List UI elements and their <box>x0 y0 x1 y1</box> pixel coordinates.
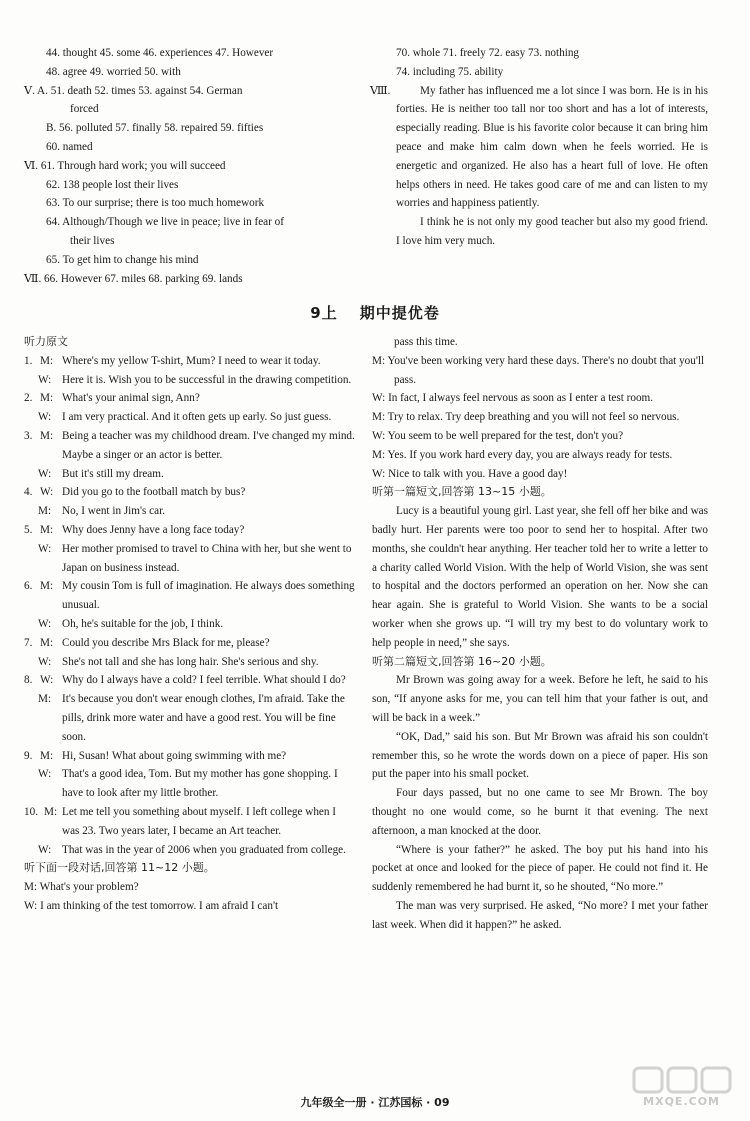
dialogue-line: M: Try to relax. Try deep breathing and you will not feel so nervous. <box>372 411 680 424</box>
dialogue-line: W: But it's still my dream. <box>38 467 164 480</box>
dialogue-line: W: Here it is. Wish you to be successful in the drawing competition. <box>38 373 352 386</box>
dialogue-line: 8. W: Why do I always have a cold? I feel terrible. What should I do? <box>24 674 346 687</box>
passage2-paragraph: “Where is your father?” he asked. The boy put his hand into his pocket at once and looked for the piece of paper. He could not find it. He suddenly remembered he had burnt it, so he shouted, “No more.” <box>372 843 708 894</box>
passage2-heading: 听第二篇短文,回答第 16~20 小题。 <box>372 654 552 668</box>
answer-line: B. 56. polluted 57. finally 58. repaired 59. fifties <box>46 122 264 135</box>
dialogue-line: M: Yes. If you work hard every day, you are always ready for tests. <box>372 448 673 461</box>
dialogue-line: W: I am thinking of the test tomorrow. I am afraid I can't <box>24 899 279 912</box>
passage1-paragraph: Lucy is a beautiful young girl. Last year, she fell off her bike and was badly hurt. Her parents were too poor to send her to hospital. After two months, she couldn't hear anything. Her teacher told her to write a letter to a charity called World Vision. With the help of World Vision, she was sent to hospital and the doctors performed an operation on her. Now she can hear again. She is grateful to World Vision. She wants to be a social worker when she grows up. “I will try my best to do voluntary work to help people in need,” she says. <box>372 505 708 649</box>
answer-line: Ⅵ. 61. Through hard work; you will succeed <box>24 159 226 172</box>
answer-line: 44. thought 45. some 46. experiences 47. However <box>46 47 274 59</box>
dialogue-line: W: Nice to talk with you. Have a good day! <box>372 467 568 480</box>
dialogue-line: 10. M: Let me tell you something about myself. I left college when I was 23. Two years later, I became an Art teacher. <box>24 805 337 837</box>
answer-line: 64. Although/Though we live in peace; live in fear of <box>46 216 284 229</box>
dialogue-line: M: What's your problem? <box>24 881 139 894</box>
answer-line: Ⅶ. 66. However 67. miles 68. parking 69. lands <box>24 272 243 285</box>
dialogue-line: W: Her mother promised to travel to China with her, but she went to Japan on business instead. <box>38 542 352 574</box>
dialogue-line: 3. M: Being a teacher was my childhood dream. I've changed my mind. Maybe a singer or an actor is better. <box>24 429 355 461</box>
section-title <box>0 304 750 323</box>
section-name: 期中提优卷 <box>359 304 440 322</box>
dialogue-line: W: In fact, I always feel nervous as soon as I enter a test room. <box>372 392 654 405</box>
page-footer: 九年级全一册 · 江苏国标 · 09 <box>300 1096 450 1109</box>
passage2-paragraph: Mr Brown was going away for a week. Before he left, he said to his son, “If anyone asks for me, you can tell him that your father is out, and will be back in a week.” <box>372 674 708 724</box>
answer-line: 65. To get him to change his mind <box>46 253 199 266</box>
essay-paragraph: I think he is not only my good teacher but also my good friend. I love him very much. <box>396 216 708 247</box>
dialogue-line: 6. M: My cousin Tom is full of imagination. He always does something unusual. <box>24 580 355 612</box>
long-dialogue <box>372 352 708 484</box>
section-marker: Ⅷ. <box>370 84 391 97</box>
dialogue-line: W: Oh, he's suitable for the job, I think. <box>38 617 224 630</box>
passage2-paragraph: The man was very surprised. He asked, “No more? I met your father last week. When did it happen?” he asked. <box>372 899 708 931</box>
answer-line: their lives <box>70 234 115 247</box>
passage2-paragraph: Four days passed, but no one came to see Mr Brown. The boy thought no one would come, so he burnt it that evening. The next afternoon, a man knocked at the door. <box>372 787 708 837</box>
watermark-text: MXQE.COM <box>643 1095 720 1109</box>
passage2-paragraph: “OK, Dad,” said his son. But Mr Brown was afraid his son couldn't remember this, so he wrote the words down on a piece of paper. His son put the paper into his small pocket. <box>372 730 708 781</box>
dialogue-line: 4. W: Did you go to the football match by bus? <box>24 486 246 499</box>
dialogue-line: W: You seem to be well prepared for the test, don't you? <box>372 429 624 442</box>
part2-heading: 听下面一段对话,回答第 11~12 小题。 <box>24 861 215 875</box>
watermark-logo <box>630 1064 734 1114</box>
essay <box>370 82 708 251</box>
answer-line: 70. whole 71. freely 72. easy 73. nothing <box>396 47 580 59</box>
dialogue-line: 9. M: Hi, Susan! What about going swimming with me? <box>24 749 287 762</box>
answer-line: forced <box>70 103 99 116</box>
dialogue-line: 5. M: Why does Jenny have a long face today? <box>24 523 245 536</box>
answer-line: 62. 138 people lost their lives <box>46 178 179 191</box>
section-number: 9上 <box>310 304 338 322</box>
dialogue-continuation: pass this time. <box>394 336 458 348</box>
essay-paragraph: My father has influenced me a lot since I was born. He is in his forties. He is neither too tall nor too short and has a lot of interests, especially reading. Blue is his favorite color because it can bring him peace and make him calm down when he feels worried. He is energetic and organized. He also has a heart full of love. He often helps others in need. He takes good care of me and can listen to my worries and happiness patiently. <box>396 84 708 210</box>
answer-line: 48. agree 49. worried 50. with <box>46 65 181 78</box>
answer-line: Ⅴ. A. 51. death 52. times 53. against 54. German <box>24 84 243 97</box>
dialogue-list <box>24 352 356 860</box>
dialogue-line: 7. M: Could you describe Mrs Black for me, please? <box>24 636 270 649</box>
passage1-heading: 听第一篇短文,回答第 13~15 小题。 <box>372 485 552 499</box>
answer-key-right <box>370 44 708 251</box>
dialogue-line: M: No, I went in Jim's car. <box>38 505 165 518</box>
dialogue-line: M: It's because you don't wear enough clothes, I'm afraid. Take the pills, drink more water and have a good rest. You will be fine soon. <box>38 693 345 743</box>
dialogue-line: 2. M: What's your animal sign, Ann? <box>24 392 200 405</box>
dialogue-line: 1. M: Where's my yellow T-shirt, Mum? I need to wear it today. <box>24 354 321 367</box>
dialogue-line: W: I am very practical. And it often gets up early. So just guess. <box>38 411 332 424</box>
answer-line: 60. named <box>46 140 93 153</box>
listening-right-column <box>372 333 708 935</box>
dialogue-line: W: That was in the year of 2006 when you graduated from college. <box>38 843 346 856</box>
dialogue-line: M: You've been working very hard these days. There's no doubt that you'll pass. <box>372 354 705 386</box>
listening-heading: 听力原文 <box>24 335 68 348</box>
answer-key-left <box>24 44 366 288</box>
answer-line: 74. including 75. ability <box>396 65 504 78</box>
answer-line: 63. To our surprise; there is too much homework <box>46 197 265 210</box>
dialogue-line: W: She's not tall and she has long hair. She's serious and shy. <box>38 655 319 668</box>
listening-left-column <box>24 333 356 916</box>
dialogue-line: W: That's a good idea, Tom. But my mother has gone shopping. I have to look after my little brother. <box>38 768 338 800</box>
